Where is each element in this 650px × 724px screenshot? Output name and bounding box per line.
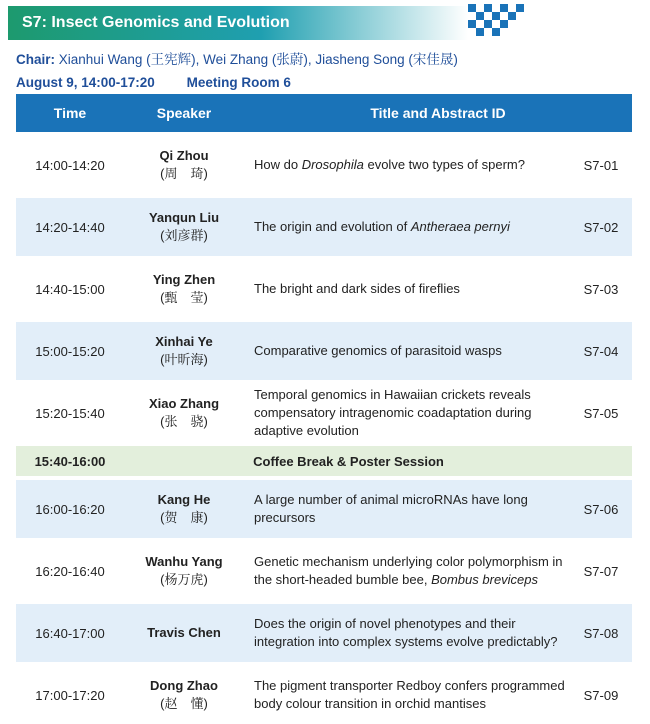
table-row [16, 666, 632, 724]
table-row [16, 260, 632, 318]
speaker-cell [124, 198, 244, 256]
speaker-cell [124, 604, 244, 662]
speaker-cell [124, 136, 244, 194]
checker-logo-icon [468, 4, 532, 44]
abstract-id: S7-06 [570, 480, 632, 538]
speaker-cell [124, 480, 244, 538]
speaker-name: Xiao Zhang [148, 396, 220, 411]
time-cell: 15:20-15:40 [16, 384, 124, 442]
abstract-id: S7-09 [570, 666, 632, 724]
time-cell: 14:20-14:40 [16, 198, 124, 256]
time-cell: 15:00-15:20 [16, 322, 124, 380]
chair-line [16, 48, 458, 68]
speaker-name: Wanhu Yang [145, 554, 223, 569]
talk-title-text: The bright and dark sides of fireflies [254, 281, 460, 296]
break-row [16, 446, 632, 476]
speaker-name-cn: (张 骁) [160, 414, 208, 429]
speaker-name-cn: (赵 懂) [160, 696, 208, 711]
speaker-name: Xinhai Ye [155, 334, 213, 349]
table-row [16, 322, 632, 380]
talk-title [244, 136, 570, 194]
table-row [16, 604, 632, 662]
abstract-id: S7-01 [570, 136, 632, 194]
time-cell: 17:00-17:20 [16, 666, 124, 724]
abstract-id: S7-03 [570, 260, 632, 318]
talk-title [244, 604, 570, 662]
time-cell: 16:40-17:00 [16, 604, 124, 662]
abstract-id: S7-02 [570, 198, 632, 256]
talk-title [244, 480, 570, 538]
talk-title-italic: Antheraea pernyi [410, 219, 510, 234]
talk-title [244, 542, 570, 600]
speaker-cell [124, 542, 244, 600]
time-cell: 14:40-15:00 [16, 260, 124, 318]
time-cell: 16:20-16:40 [16, 542, 124, 600]
table-row [16, 480, 632, 538]
talk-title-text: Genetic mechanism underlying color polymorphism in the short-headed bumble bee, [254, 554, 563, 587]
speaker-cell [124, 322, 244, 380]
talk-title-text: Comparative genomics of parasitoid wasps [254, 343, 502, 358]
speaker-name: Kang He [157, 492, 211, 507]
talk-title-text: Does the origin of novel phenotypes and their integration into complex systems evolve predictably? [254, 616, 558, 649]
date-room-line [16, 75, 319, 90]
talk-title-text: evolve two types of sperm? [363, 157, 525, 172]
speaker-name: Qi Zhou [159, 148, 209, 163]
talk-title [244, 260, 570, 318]
session-banner [8, 6, 468, 40]
time-cell: 14:00-14:20 [16, 136, 124, 194]
abstract-id: S7-07 [570, 542, 632, 600]
talk-title-text: The origin and evolution of [254, 219, 411, 234]
session-title: S7: Insect Genomics and Evolution [22, 14, 290, 31]
speaker-name-cn: (甄 莹) [160, 290, 208, 305]
speaker-name: Travis Chen [147, 625, 221, 640]
abstract-id: S7-05 [570, 384, 632, 442]
speaker-name-cn: (杨万虎) [160, 572, 208, 587]
talk-title [244, 322, 570, 380]
speaker-name: Yanqun Liu [148, 210, 220, 225]
speaker-name-cn: (贺 康) [160, 510, 208, 525]
schedule-table [16, 94, 632, 724]
talk-title-italic: Drosophila [301, 157, 364, 172]
table-row [16, 136, 632, 194]
talk-title [244, 198, 570, 256]
header-title: Title and Abstract ID [244, 94, 632, 132]
session-date-time: August 9, 14:00-17:20 [16, 75, 155, 90]
talk-title-text: Temporal genomics in Hawaiian crickets reveals compensatory intragenomic coadaptation during adaptive evolution [254, 387, 532, 438]
header-speaker: Speaker [124, 94, 244, 132]
chair-names: Xianhui Wang (王宪辉), Wei Zhang (张蔚), Jiasheng Song (宋佳晟) [58, 52, 458, 67]
abstract-id: S7-08 [570, 604, 632, 662]
talk-title [244, 384, 570, 442]
speaker-cell [124, 260, 244, 318]
speaker-cell [124, 384, 244, 442]
table-row [16, 384, 632, 442]
abstract-id: S7-04 [570, 322, 632, 380]
talk-title-text: The pigment transporter Redboy confers programmed body colour transition in orchid mantises [254, 678, 565, 711]
session-room: Meeting Room 6 [186, 75, 291, 90]
break-time: 15:40-16:00 [16, 446, 124, 476]
talk-title [244, 666, 570, 724]
table-row [16, 542, 632, 600]
speaker-name-cn: (刘彦群) [160, 228, 208, 243]
talk-title-italic: Bombus breviceps [431, 572, 539, 587]
schedule-body [16, 132, 632, 724]
header-time: Time [16, 94, 124, 132]
speaker-cell [124, 666, 244, 724]
table-row [16, 198, 632, 256]
chair-label: Chair: [16, 52, 56, 67]
speaker-name: Ying Zhen [152, 272, 216, 287]
speaker-name: Dong Zhao [150, 678, 218, 693]
speaker-name-cn: (叶昕海) [160, 352, 208, 367]
talk-title-text: How do [254, 157, 302, 172]
table-header-row [16, 94, 632, 132]
talk-title-text: A large number of animal microRNAs have long precursors [254, 492, 528, 525]
speaker-name-cn: (周 琦) [160, 166, 208, 181]
break-label: Coffee Break & Poster Session [124, 446, 632, 476]
time-cell: 16:00-16:20 [16, 480, 124, 538]
